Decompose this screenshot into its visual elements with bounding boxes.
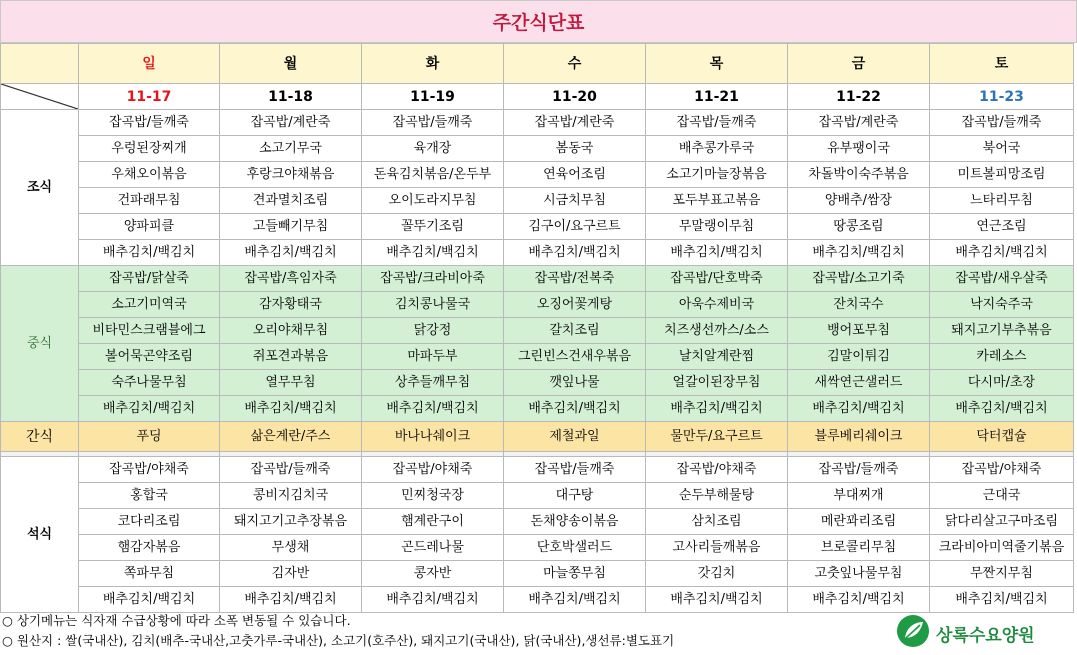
menu-cell: 배추김치/백김치 — [220, 396, 362, 422]
menu-cell: 배추김치/백김치 — [362, 240, 504, 266]
note-line: ○ 원산지 : 쌀(국내산), 김치(배추-국내산,고춧가루-국내산), 소고기(호주산), 돼지고기(국내산), 닭(국내산),생선류:별도표기 — [2, 633, 675, 648]
date-cell: 11-21 — [646, 84, 788, 110]
menu-cell: 쥐포견과볶음 — [220, 344, 362, 370]
menu-cell: 돼지고기부추볶음 — [930, 318, 1074, 344]
date-cell: 11-22 — [788, 84, 930, 110]
menu-cell: 잡곡밥/크라비아죽 — [362, 266, 504, 292]
menu-cell: 뱅어포무침 — [788, 318, 930, 344]
menu-cell: 순두부해물탕 — [646, 483, 788, 509]
menu-cell: 잡곡밥/닭살죽 — [79, 266, 220, 292]
menu-cell: 소고기미역국 — [79, 292, 220, 318]
menu-cell: 햄계란구이 — [362, 509, 504, 535]
menu-cell: 크라비아미역줄기볶음 — [930, 535, 1074, 561]
dinner-row — [1, 535, 1074, 561]
menu-cell: 돼지고기고추장볶음 — [220, 509, 362, 535]
menu-cell: 김치콩나물국 — [362, 292, 504, 318]
menu-cell: 북어국 — [930, 136, 1074, 162]
menu-cell: 무짠지무침 — [930, 561, 1074, 587]
menu-cell: 잡곡밥/들깨죽 — [362, 110, 504, 136]
menu-cell: 잡곡밥/새우살죽 — [930, 266, 1074, 292]
menu-cell: 콩자반 — [362, 561, 504, 587]
menu-cell: 유부팽이국 — [788, 136, 930, 162]
menu-cell: 물만두/요구르트 — [646, 422, 788, 452]
menu-cell: 열무무침 — [220, 370, 362, 396]
date-cell: 11-18 — [220, 84, 362, 110]
day-header: 월 — [220, 44, 362, 84]
menu-cell: 그린빈스건새우볶음 — [504, 344, 646, 370]
breakfast-label: 조식 — [1, 110, 79, 266]
menu-cell: 새싹연근샐러드 — [788, 370, 930, 396]
menu-cell: 잡곡밥/흑임자죽 — [220, 266, 362, 292]
menu-cell: 육개장 — [362, 136, 504, 162]
dinner-label: 석식 — [1, 457, 79, 613]
day-header: 토 — [930, 44, 1074, 84]
menu-cell: 양배추/쌈장 — [788, 188, 930, 214]
menu-cell: 닭다리살고구마조림 — [930, 509, 1074, 535]
breakfast-row — [1, 110, 1074, 136]
menu-cell: 잡곡밥/들깨죽 — [79, 110, 220, 136]
menu-cell: 후랑크야채볶음 — [220, 162, 362, 188]
menu-cell: 마파두부 — [362, 344, 504, 370]
menu-cell: 삼치조림 — [646, 509, 788, 535]
menu-cell: 배추김치/백김치 — [930, 587, 1074, 613]
lunch-row — [1, 292, 1074, 318]
day-header: 목 — [646, 44, 788, 84]
menu-cell: 견과멸치조림 — [220, 188, 362, 214]
lunch-row — [1, 370, 1074, 396]
snack-label: 간식 — [1, 422, 79, 452]
menu-cell: 닭강정 — [362, 318, 504, 344]
menu-cell: 홍합국 — [79, 483, 220, 509]
menu-cell: 배추김치/백김치 — [504, 240, 646, 266]
menu-cell: 잡곡밥/들깨죽 — [646, 110, 788, 136]
dinner-row — [1, 509, 1074, 535]
day-header-row — [1, 44, 1074, 84]
menu-cell: 햄감자볶음 — [79, 535, 220, 561]
menu-cell: 오징어꽃게탕 — [504, 292, 646, 318]
menu-cell: 배추콩가루국 — [646, 136, 788, 162]
menu-cell: 연육어조림 — [504, 162, 646, 188]
menu-cell: 잡곡밥/소고기죽 — [788, 266, 930, 292]
menu-cell: 돈육김치볶음/온두부 — [362, 162, 504, 188]
menu-cell: 잔치국수 — [788, 292, 930, 318]
breakfast-row — [1, 240, 1074, 266]
menu-cell: 아욱수제비국 — [646, 292, 788, 318]
menu-cell: 치즈생선까스/소스 — [646, 318, 788, 344]
date-cell: 11-23 — [930, 84, 1074, 110]
menu-cell: 양파피클 — [79, 214, 220, 240]
date-cell: 11-19 — [362, 84, 504, 110]
diagonal-corner-cell — [1, 84, 79, 110]
menu-cell: 김자반 — [220, 561, 362, 587]
menu-cell: 잡곡밥/계란죽 — [220, 110, 362, 136]
menu-cell: 배추김치/백김치 — [788, 240, 930, 266]
note-line: ○ 상기메뉴는 식자재 수급상황에 따라 소폭 변동될 수 있습니다. — [2, 613, 351, 628]
menu-cell: 부대찌개 — [788, 483, 930, 509]
logo — [896, 612, 1035, 654]
day-header: 금 — [788, 44, 930, 84]
menu-cell: 잡곡밥/계란죽 — [504, 110, 646, 136]
menu-cell: 다시마/초장 — [930, 370, 1074, 396]
menu-cell: 잡곡밥/야채죽 — [362, 457, 504, 483]
menu-cell: 잡곡밥/야채죽 — [79, 457, 220, 483]
menu-cell: 배추김치/백김치 — [646, 587, 788, 613]
menu-cell: 브로콜리무침 — [788, 535, 930, 561]
date-row — [1, 84, 1074, 110]
menu-cell: 고춧잎나물무침 — [788, 561, 930, 587]
menu-cell: 푸딩 — [79, 422, 220, 452]
day-header: 일 — [79, 44, 220, 84]
menu-cell: 배추김치/백김치 — [504, 396, 646, 422]
breakfast-row — [1, 188, 1074, 214]
date-cell: 11-17 — [79, 84, 220, 110]
menu-cell: 배추김치/백김치 — [788, 587, 930, 613]
breakfast-row — [1, 162, 1074, 188]
dinner-row — [1, 457, 1074, 483]
menu-cell: 얼갈이된장무침 — [646, 370, 788, 396]
menu-cell: 김구이/요구르트 — [504, 214, 646, 240]
menu-cell: 낙지숙주국 — [930, 292, 1074, 318]
menu-cell: 연근조림 — [930, 214, 1074, 240]
menu-cell: 땅콩조림 — [788, 214, 930, 240]
menu-cell: 소고기마늘장볶음 — [646, 162, 788, 188]
menu-cell: 시금치무침 — [504, 188, 646, 214]
menu-cell: 잡곡밥/야채죽 — [646, 457, 788, 483]
menu-cell: 배추김치/백김치 — [362, 587, 504, 613]
menu-cell: 봄동국 — [504, 136, 646, 162]
menu-cell: 잡곡밥/들깨죽 — [788, 457, 930, 483]
menu-cell: 우렁된장찌개 — [79, 136, 220, 162]
menu-cell: 배추김치/백김치 — [220, 240, 362, 266]
date-cell: 11-20 — [504, 84, 646, 110]
menu-cell: 우채오이볶음 — [79, 162, 220, 188]
menu-cell: 깻잎나물 — [504, 370, 646, 396]
menu-cell: 잡곡밥/전복죽 — [504, 266, 646, 292]
dinner-row — [1, 483, 1074, 509]
menu-cell: 무생채 — [220, 535, 362, 561]
menu-cell: 느타리무침 — [930, 188, 1074, 214]
breakfast-row — [1, 136, 1074, 162]
menu-cell: 김말이튀김 — [788, 344, 930, 370]
menu-cell: 닥터캡슐 — [930, 422, 1074, 452]
menu-cell: 배추김치/백김치 — [788, 396, 930, 422]
logo-text: 상록수요양원 — [936, 625, 1035, 646]
menu-cell: 배추김치/백김치 — [79, 240, 220, 266]
dinner-row — [1, 587, 1074, 613]
menu-cell: 메란꽈리조림 — [788, 509, 930, 535]
menu-cell: 삶은계란/주스 — [220, 422, 362, 452]
menu-cell: 볼어묵곤약조림 — [79, 344, 220, 370]
lunch-row — [1, 266, 1074, 292]
menu-cell: 제철과일 — [504, 422, 646, 452]
menu-cell: 잡곡밥/들깨죽 — [930, 110, 1074, 136]
menu-cell: 오리야채무침 — [220, 318, 362, 344]
day-header: 수 — [504, 44, 646, 84]
menu-cell: 배추김치/백김치 — [930, 396, 1074, 422]
menu-cell: 차돌박이숙주볶음 — [788, 162, 930, 188]
menu-cell: 코다리조림 — [79, 509, 220, 535]
menu-cell: 배추김치/백김치 — [646, 396, 788, 422]
dinner-row — [1, 561, 1074, 587]
menu-cell: 블루베리쉐이크 — [788, 422, 930, 452]
menu-cell: 배추김치/백김치 — [504, 587, 646, 613]
menu-cell: 콩비지김치국 — [220, 483, 362, 509]
menu-cell: 마늘쫑무침 — [504, 561, 646, 587]
menu-cell: 대구탕 — [504, 483, 646, 509]
menu-cell: 쪽파무침 — [79, 561, 220, 587]
lunch-label: 중식 — [1, 266, 79, 422]
menu-cell: 소고기무국 — [220, 136, 362, 162]
lunch-row — [1, 396, 1074, 422]
menu-cell: 비타민스크램블에그 — [79, 318, 220, 344]
menu-cell: 무말랭이무침 — [646, 214, 788, 240]
menu-cell: 잡곡밥/야채죽 — [930, 457, 1074, 483]
menu-cell: 잡곡밥/들깨죽 — [220, 457, 362, 483]
menu-cell: 배추김치/백김치 — [930, 240, 1074, 266]
menu-cell: 고들빼기무침 — [220, 214, 362, 240]
menu-cell: 건파래무침 — [79, 188, 220, 214]
lunch-row — [1, 344, 1074, 370]
menu-cell: 미트볼피망조림 — [930, 162, 1074, 188]
menu-cell: 갈치조림 — [504, 318, 646, 344]
page-title: 주간식단표 — [0, 0, 1077, 43]
lunch-row — [1, 318, 1074, 344]
breakfast-row — [1, 214, 1074, 240]
menu-cell: 배추김치/백김치 — [220, 587, 362, 613]
weekly-menu-table — [0, 43, 1074, 613]
menu-cell: 포두부표고볶음 — [646, 188, 788, 214]
menu-cell: 날치알계란찜 — [646, 344, 788, 370]
menu-cell: 숙주나물무침 — [79, 370, 220, 396]
menu-cell: 배추김치/백김치 — [362, 396, 504, 422]
menu-cell: 배추김치/백김치 — [79, 396, 220, 422]
leaf-logo-icon — [896, 614, 930, 652]
menu-cell: 단호박샐러드 — [504, 535, 646, 561]
menu-cell: 배추김치/백김치 — [646, 240, 788, 266]
menu-cell: 곤드레나물 — [362, 535, 504, 561]
menu-cell: 근대국 — [930, 483, 1074, 509]
menu-cell: 감자황태국 — [220, 292, 362, 318]
menu-cell: 고사리들깨볶음 — [646, 535, 788, 561]
menu-cell: 상추들깨무침 — [362, 370, 504, 396]
menu-cell: 돈채양송이볶음 — [504, 509, 646, 535]
menu-cell: 바나나쉐이크 — [362, 422, 504, 452]
notes — [2, 611, 674, 651]
menu-cell: 잡곡밥/계란죽 — [788, 110, 930, 136]
day-header: 화 — [362, 44, 504, 84]
snack-row — [1, 422, 1074, 452]
menu-cell: 카레소스 — [930, 344, 1074, 370]
menu-cell: 갓김치 — [646, 561, 788, 587]
menu-cell: 민찌청국장 — [362, 483, 504, 509]
menu-cell: 잡곡밥/단호박죽 — [646, 266, 788, 292]
corner-cell — [1, 44, 79, 84]
menu-cell: 배추김치/백김치 — [79, 587, 220, 613]
menu-cell: 잡곡밥/들깨죽 — [504, 457, 646, 483]
menu-cell: 오이도라지무침 — [362, 188, 504, 214]
menu-cell: 꼴뚜기조림 — [362, 214, 504, 240]
